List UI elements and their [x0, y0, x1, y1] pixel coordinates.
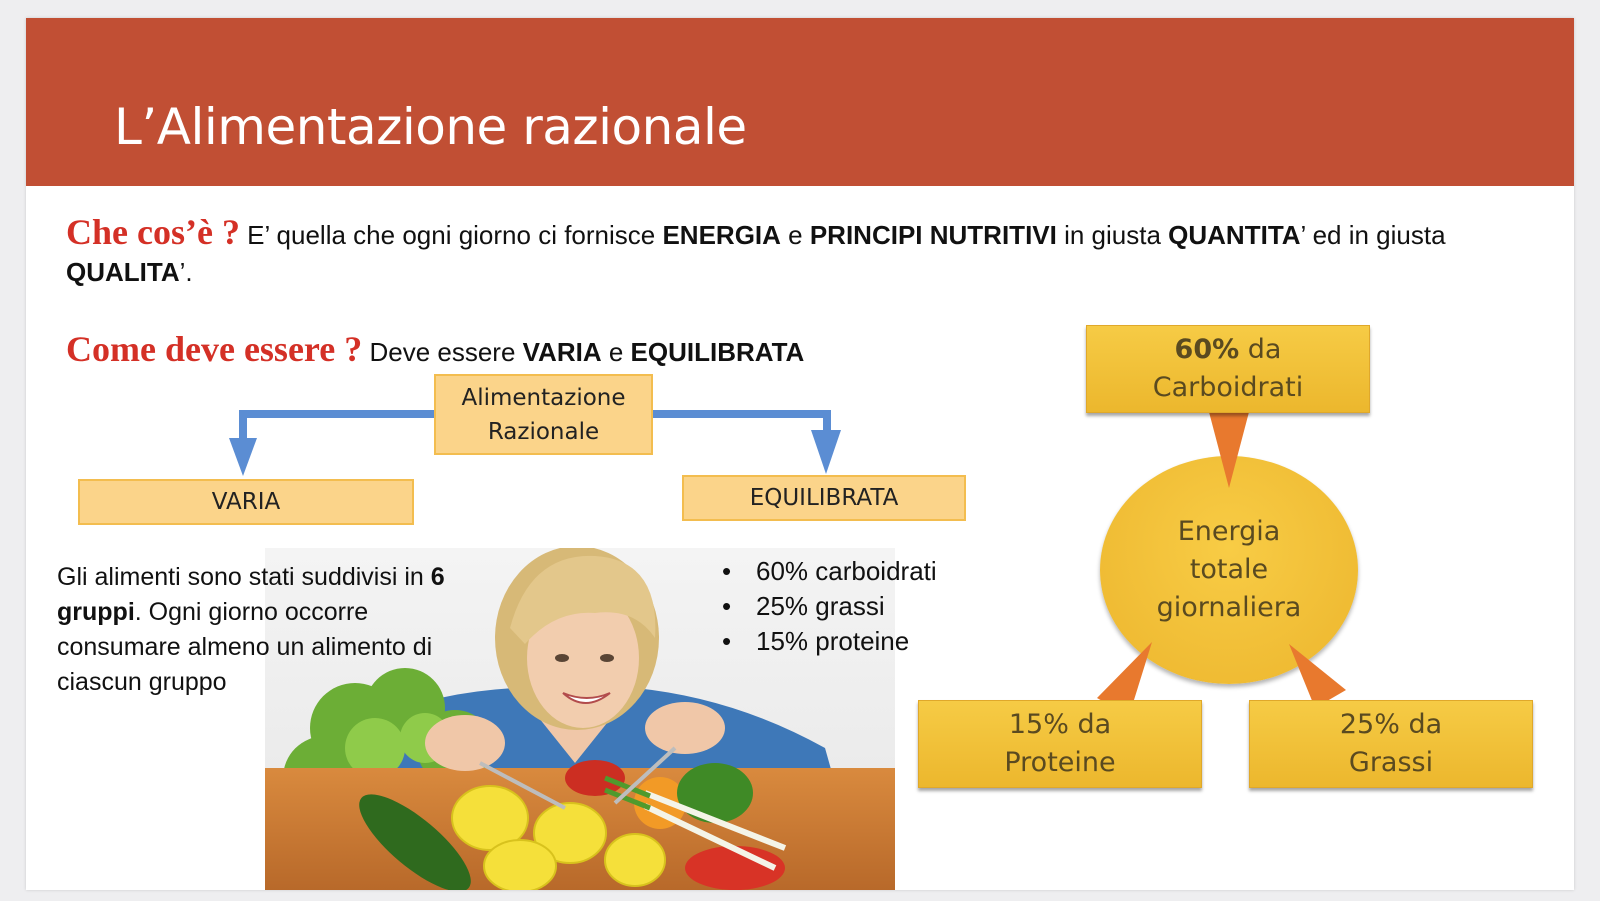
text: E’ quella che ogni giorno ci fornisce: [239, 220, 663, 250]
box-equilibrata: [682, 475, 966, 521]
energy-line2: totale: [1189, 554, 1269, 585]
proteine-line1: 15% da: [1008, 709, 1112, 740]
slide: [26, 18, 1574, 890]
blue-connector-right: [653, 410, 841, 474]
orange-arrow-right: [1289, 644, 1346, 708]
text: in giusta: [1056, 220, 1169, 250]
text: da: [1239, 334, 1282, 365]
list-item: • 25% grassi: [726, 589, 937, 624]
box-proteine: [918, 700, 1202, 788]
carboidrati-line1: [1087, 331, 1369, 369]
root-line1: Alimentazione: [461, 384, 626, 411]
text: e: [780, 220, 810, 250]
text: Deve essere: [362, 337, 523, 367]
carboidrati-line2: Carboidrati: [1152, 372, 1304, 403]
grassi-line1: 25% da: [1339, 709, 1443, 740]
text: e: [601, 337, 631, 367]
bold-text: ENERGIA: [662, 220, 781, 250]
box-grassi: [1249, 700, 1533, 788]
box-varia: [78, 479, 414, 525]
question-how: Come deve essere ?: [66, 329, 363, 369]
root-line2: Razionale: [487, 418, 600, 445]
bold-text: PRINCIPI NUTRITIVI: [809, 220, 1057, 250]
proteine-line2: Proteine: [1004, 747, 1116, 778]
bold-text: 6 gruppi: [57, 563, 445, 626]
bold-text: QUALITA: [66, 257, 180, 287]
grassi-line2: Grassi: [1348, 747, 1434, 778]
varia-label: VARIA: [211, 489, 281, 515]
box-carboidrati: [1086, 325, 1370, 413]
bold-text: EQUILIBRATA: [630, 337, 805, 367]
energy-line3: giornaliera: [1156, 592, 1302, 623]
equilibrata-label: EQUILIBRATA: [749, 485, 899, 511]
blue-connector-left: [229, 410, 436, 476]
text: . Ogni giorno occorre consumare almeno un alimento di ciascun gruppo: [57, 598, 433, 696]
question-what: Che cos’è ?: [66, 212, 240, 252]
energy-line1: Energia: [1177, 516, 1281, 547]
bold-text: QUANTITA: [1168, 220, 1301, 250]
orange-arrow-top: [1209, 412, 1249, 488]
varia-description: [57, 560, 497, 700]
percent-bold: 60%: [1174, 334, 1240, 365]
text: ’ ed in giusta: [1300, 220, 1446, 250]
list-item: • 15% proteine: [726, 624, 937, 659]
text: ’.: [179, 257, 193, 287]
list-item: • 60% carboidrati: [726, 554, 937, 589]
bold-text: VARIA: [522, 337, 602, 367]
equilibrata-list: [726, 554, 937, 659]
text: Gli alimenti sono stati suddivisi in: [57, 563, 431, 591]
root-box-alimentazione-razionale: [434, 374, 653, 455]
slide-title: L’Alimentazione razionale: [114, 98, 747, 156]
